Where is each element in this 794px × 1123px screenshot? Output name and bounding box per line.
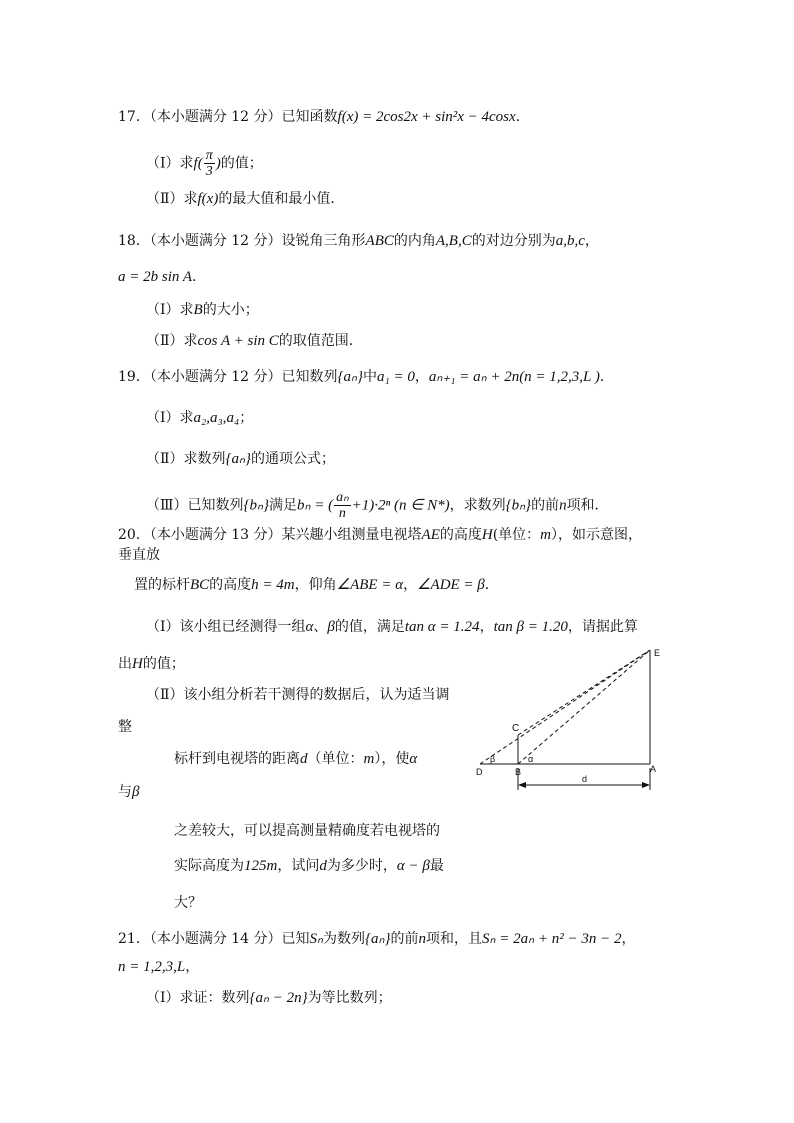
arrow-head-left [518, 782, 526, 788]
pi-over-3-fraction: $\frac{\pi}{3}$ [205, 148, 213, 179]
q17-header: 17．（本小题满分 12 分）已知函数f(x) = 2cos2x + sin²x − 4cosx． [118, 109, 530, 125]
q20-part1-line2: 出H的值； [118, 656, 185, 672]
q19-part2: （Ⅱ）求数列{aₙ}的通项公式； [146, 451, 335, 467]
label-dist: d [582, 774, 588, 784]
label-beta: β [490, 754, 496, 764]
q20-part2-line4: 与β [118, 784, 140, 800]
sight-line-d [480, 650, 650, 764]
arrow-head-right [642, 782, 650, 788]
q21-part1: （Ⅰ）求证：数列{aₙ − 2n}为等比数列； [146, 990, 392, 1006]
q20-part2-line2: 整 [118, 719, 132, 735]
label-b: B [515, 767, 522, 777]
q17-function: f(x) = 2cos2x + sin²x − 4cosx [337, 109, 516, 125]
q20-part2-line3: 标杆到电视塔的距离d（单位：m），使α [174, 751, 418, 767]
tower-diagram [470, 640, 670, 800]
q20-line3: 置的标杆BC的高度h = 4m，仰角∠ABE = α，∠ADE = β． [134, 577, 499, 593]
sight-line-b [518, 650, 650, 764]
q20-part2-line7: 大？ [174, 895, 202, 911]
q20-part2-line5: 之差较大，可以提高测量精确度若电视塔的 [174, 823, 440, 839]
q20-header: 20．（本小题满分 13 分）某兴趣小组测量电视塔AE的高度H(单位：m），如示意图， [118, 527, 643, 543]
q21-header: 21．（本小题满分 14 分）已知Sₙ为数列{aₙ}的前n项和，且Sₙ = 2aₙ + n² − 3n − 2， [118, 931, 636, 947]
label-alpha: α [528, 754, 534, 764]
q17-part2: （Ⅱ）求f(x)的最大值和最小值． [146, 191, 345, 207]
q20-part1: （Ⅰ）该小组已经测得一组α、β的值，满足tan α = 1.24，tan β = 1.20，请据此算 [146, 619, 638, 635]
an-over-n-fraction: $\frac{\text{aₙ}}{n}$ [336, 490, 349, 521]
q19-part1: （Ⅰ）求a₂,a₃,a₄； [146, 410, 254, 426]
q20-part2: （Ⅱ）该小组分析若干测得的数据后，认为适当调 [146, 687, 450, 703]
q21-line2: n = 1,2,3,L， [118, 959, 200, 975]
q18-header: 18．（本小题满分 12 分）设锐角三角形ABC的内角A,B,C的对边分别为a,b,c， [118, 233, 599, 249]
q18-condition: a = 2b sin A． [118, 269, 207, 285]
label-d: D [476, 767, 483, 777]
q20-part2-line6: 实际高度为125m，试问d为多少时，α − β最 [174, 858, 444, 874]
q19-part3: （Ⅲ）已知数列{bₙ}满足bₙ = ( $\frac{\text{aₙ}}{n}$ +1)·2ⁿ (n ∈ N*)，求数列{bₙ}的前n项和． [146, 490, 609, 521]
label-c: C [512, 723, 520, 734]
q20-line2: 垂直放 [118, 547, 160, 563]
label-a: A [650, 764, 657, 774]
label-e: E [654, 648, 661, 658]
q18-part1: （Ⅰ）求B的大小； [146, 302, 259, 318]
sight-line-c [518, 650, 650, 735]
q19-header: 19．（本小题满分 12 分）已知数列{aₙ}中a₁ = 0，aₙ₊₁ = aₙ + 2n(n = 1,2,3,L )． [118, 369, 614, 385]
q18-part2: （Ⅱ）求cos A + sin C的取值范围． [146, 333, 363, 349]
q17-part1: （Ⅰ）求f( $\frac{\pi}{3}$ )的值； [146, 148, 263, 179]
